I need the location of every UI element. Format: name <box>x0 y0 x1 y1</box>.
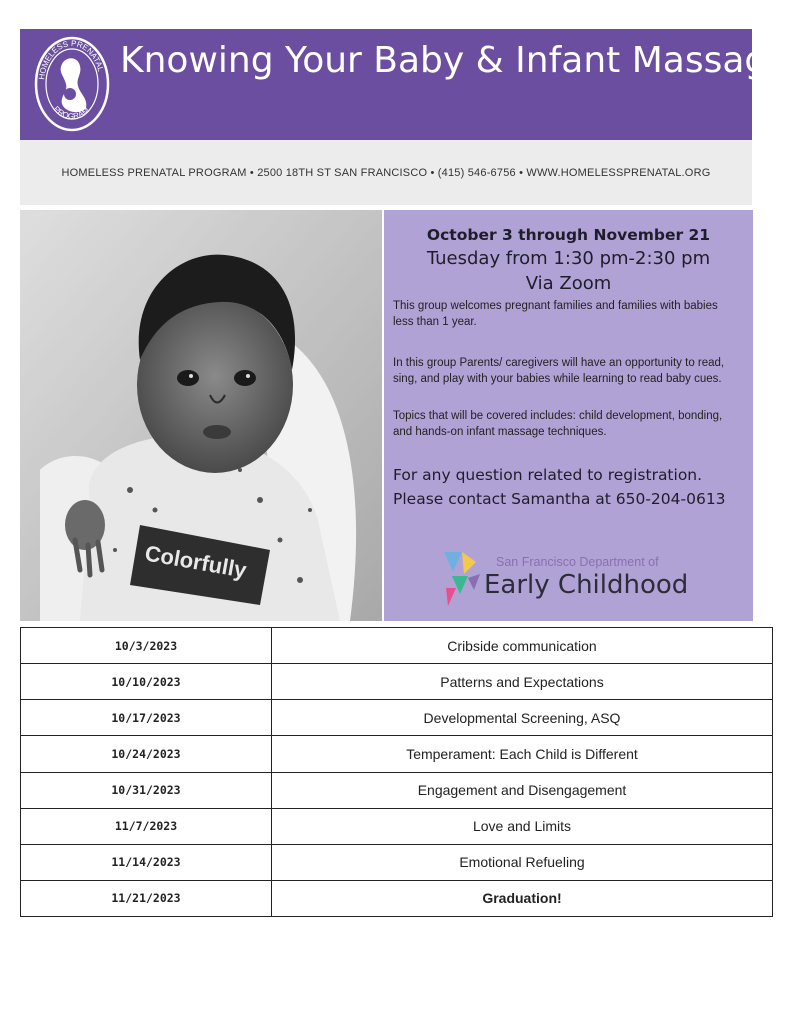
baby-photo <box>20 210 382 621</box>
contact-info-line: HOMELESS PRENATAL PROGRAM • 2500 18TH ST SAN FRANCISCO • (415) 546-6756 • WWW.HOMELESSPRENATAL.ORG <box>61 166 711 179</box>
session-topic: Engagement and Disengagement <box>272 772 773 808</box>
svg-text:HOMELESS PRENATAL: HOMELESS PRENATAL <box>37 38 106 81</box>
topics-text: Topics that will be covered includes: child development, bonding, and hands-on infant massage techniques. <box>393 410 723 438</box>
session-date: 11/21/2023 <box>21 880 272 916</box>
session-topic: Graduation! <box>272 880 773 916</box>
table-row <box>21 700 773 736</box>
table-row <box>21 628 773 664</box>
dept-logo-icon <box>442 550 486 608</box>
event-time: Tuesday from 1:30 pm-2:30 pm <box>426 248 711 269</box>
table-row <box>21 844 773 880</box>
sf-early-childhood-logo <box>442 548 702 610</box>
registration-contact: Please contact Samantha at 650-204-0613 <box>393 490 726 508</box>
session-topic: Developmental Screening, ASQ <box>272 700 773 736</box>
table-row <box>21 772 773 808</box>
dept-name-top: San Francisco Department of <box>496 555 659 569</box>
svg-text:PROGRAM: PROGRAM <box>51 104 91 121</box>
session-date: 11/14/2023 <box>21 844 272 880</box>
session-date: 10/31/2023 <box>21 772 272 808</box>
opportunity-text: In this group Parents/ caregivers will have an opportunity to read, sing, and play with your babies while learning to read baby cues. <box>393 357 725 385</box>
dept-name-main: Early Childhood <box>484 570 689 600</box>
session-date: 10/3/2023 <box>21 628 272 664</box>
info-bar <box>20 140 752 205</box>
session-topic: Temperament: Each Child is Different <box>272 736 773 772</box>
session-date: 10/10/2023 <box>21 664 272 700</box>
shirt-text: Colorfully <box>142 540 249 583</box>
homeless-prenatal-logo <box>32 34 112 134</box>
session-topic: Emotional Refueling <box>272 844 773 880</box>
welcome-text: This group welcomes pregnant families and families with babies less than 1 year. <box>393 300 718 328</box>
session-date: 10/17/2023 <box>21 700 272 736</box>
session-topic: Love and Limits <box>272 808 773 844</box>
registration-question: For any question related to registration. <box>393 466 703 484</box>
page-title: Knowing Your Baby & Infant Massage <box>120 40 790 81</box>
table-row <box>21 736 773 772</box>
table-row <box>21 808 773 844</box>
session-topic: Patterns and Expectations <box>272 664 773 700</box>
table-row <box>21 880 773 916</box>
schedule-table <box>20 627 773 917</box>
session-date: 11/7/2023 <box>21 808 272 844</box>
session-date: 10/24/2023 <box>21 736 272 772</box>
session-topic: Cribside communication <box>272 628 773 664</box>
event-info-panel <box>384 210 753 621</box>
table-row <box>21 664 773 700</box>
event-location: Via Zoom <box>525 273 612 294</box>
event-dates: October 3 through November 21 <box>426 226 711 244</box>
